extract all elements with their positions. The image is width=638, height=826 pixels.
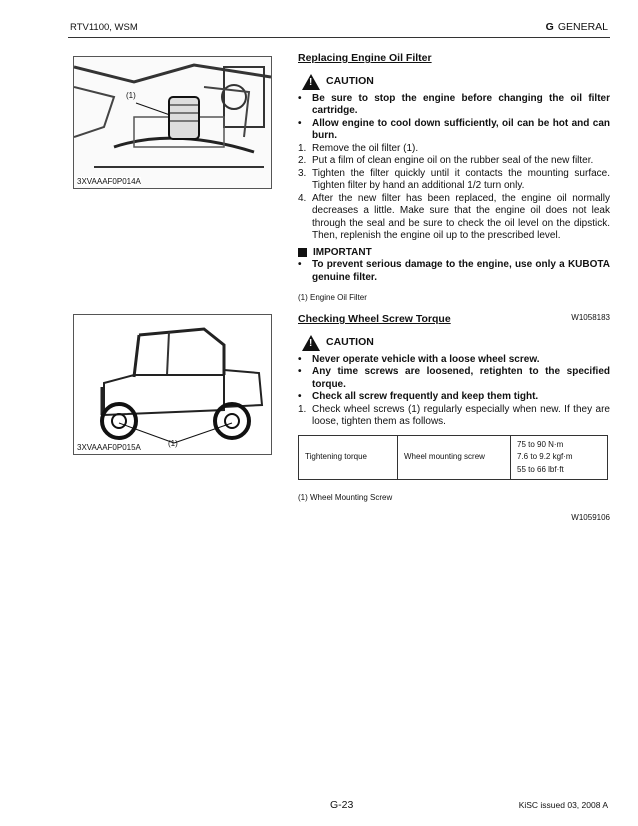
caution-bullet: • Never operate vehicle with a loose wheel screw.	[298, 353, 540, 365]
caution-block	[302, 74, 610, 90]
torque-value: 55 to 66 lbf·ft	[517, 464, 564, 474]
caution-label: CAUTION	[326, 336, 374, 349]
figure-caption: (1) Engine Oil Filter	[298, 293, 367, 302]
figure-caption: (1) Wheel Mounting Screw	[298, 493, 393, 502]
reference-code: W1058183	[571, 312, 610, 322]
figure-wheel-screw	[73, 314, 272, 455]
issue-note: KiSC issued 03, 2008 A	[518, 800, 608, 810]
oil-filter-illustration	[74, 57, 271, 188]
torque-value: 75 to 90 N·m	[517, 439, 564, 449]
header-section-letter: G	[545, 21, 554, 33]
section-wheel-screw	[298, 313, 610, 524]
header-section-name: GENERAL	[557, 21, 608, 33]
step-item: 1. Remove the oil filter (1).	[298, 142, 419, 154]
section-title: Checking Wheel Screw Torque	[298, 313, 451, 325]
important-label: IMPORTANT	[313, 246, 372, 258]
figure-oil-filter	[73, 56, 272, 189]
caution-bullet: • Any time screws are loosened, retighten to the specified torque.	[298, 366, 610, 390]
section-title: Replacing Engine Oil Filter	[298, 52, 432, 64]
caution-bullet: • Check all screw frequently and keep them tight.	[298, 391, 539, 402]
caution-bullet: • Be sure to stop the engine before changing the oil filter cartridge.	[298, 92, 610, 116]
caution-block	[302, 335, 610, 351]
step-item: 4. After the new filter has been replaced, the engine oil normally decreases a little. Make sure that the engine oil does not leak through the seal and be sure to check the oil level on the dipstick. Then, replenish the engine oil up to the prescribed level.	[298, 192, 610, 241]
reference-code: W1059106	[571, 512, 610, 522]
caution-bullet: • Allow engine to cool down sufficiently, oil can be hot and can burn.	[298, 117, 610, 141]
table-cell-values	[511, 435, 608, 480]
warning-icon: !	[302, 335, 320, 351]
section-oil-filter	[298, 52, 610, 324]
step-item: 3. Tighten the filter quickly until it contacts the mounting surface. Tighten filter by hand an additional 1/2 turn only.	[298, 167, 610, 191]
table-row	[299, 435, 608, 480]
torque-table	[298, 435, 608, 481]
figure-id: 3XVAAAF0P014A	[77, 177, 141, 186]
figure-callout: (1)	[126, 91, 136, 100]
page-number: G-23	[330, 799, 354, 811]
caution-label: CAUTION	[326, 75, 374, 88]
figure-callout: (1)	[168, 439, 178, 448]
step-item: 2. Put a film of clean engine oil on the rubber seal of the new filter.	[298, 155, 594, 166]
important-bullet: • To prevent serious damage to the engine, use only a KUBOTA genuine filter.	[298, 259, 610, 283]
header-section	[546, 21, 608, 33]
torque-value: 7.6 to 9.2 kgf·m	[517, 452, 573, 461]
table-cell: Tightening torque	[299, 435, 398, 480]
step-item: 1. Check wheel screws (1) regularly especially when new. If they are loose, tighten them as follows.	[298, 403, 610, 427]
table-cell: Wheel mounting screw	[398, 435, 511, 480]
figure-id: 3XVAAAF0P015A	[77, 443, 141, 452]
warning-icon: !	[302, 74, 320, 90]
vehicle-illustration	[74, 315, 271, 454]
header-rule	[68, 37, 610, 38]
important-block	[298, 247, 610, 260]
important-square-icon	[298, 248, 307, 257]
header-model: RTV1100, WSM	[70, 22, 138, 33]
